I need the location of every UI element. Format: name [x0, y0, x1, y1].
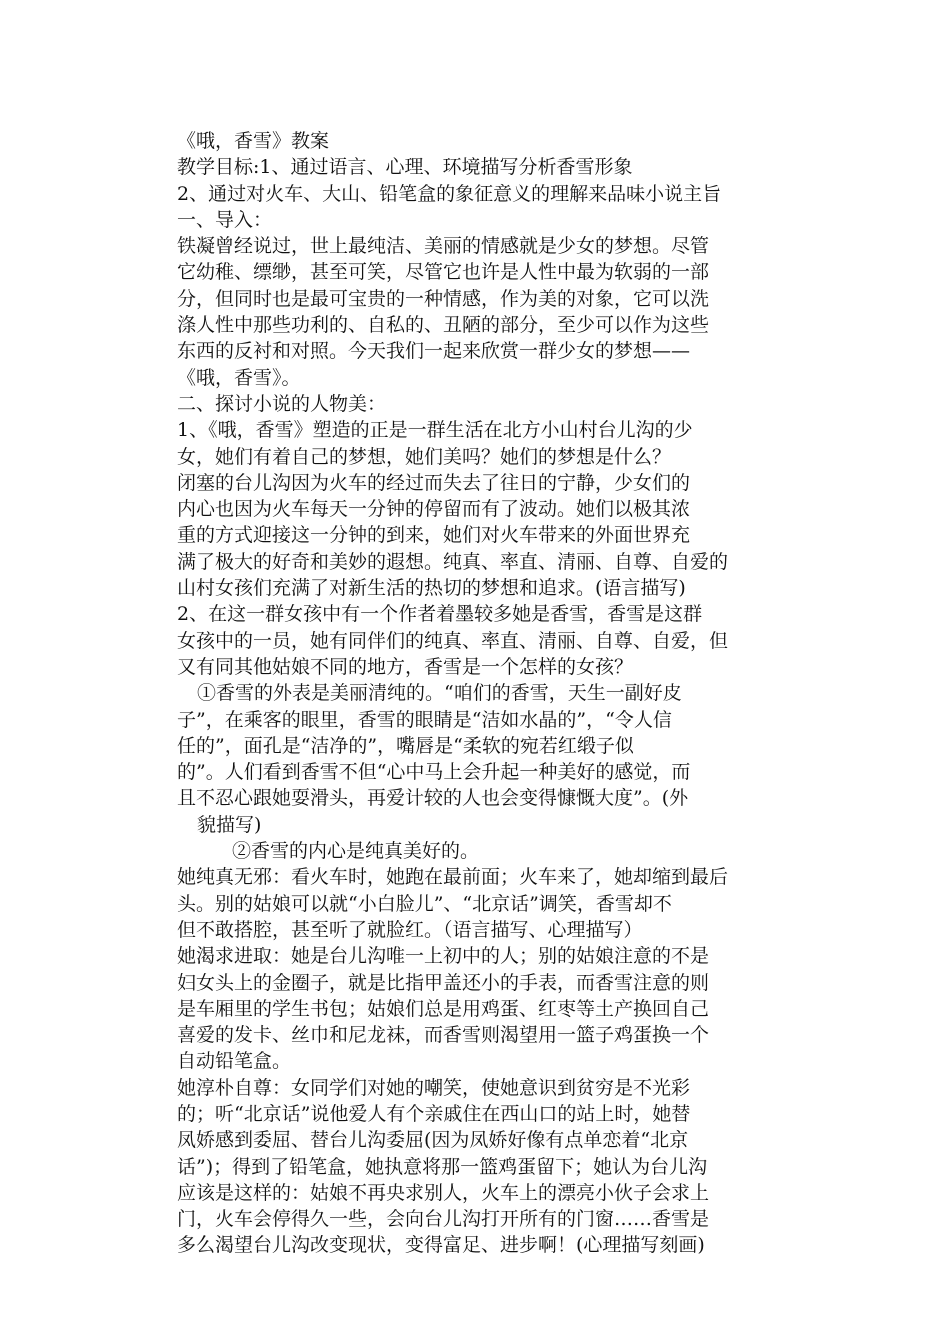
paragraph-line: 门，火车会停得久一些，会向台儿沟打开所有的门窗……香雪是	[177, 1208, 710, 1231]
paragraph-line: 多么渴望台儿沟改变现状，变得富足、进步啊！(心理描写刻画)	[177, 1234, 705, 1257]
paragraph-line: 重的方式迎接这一分钟的到来，她们对火车带来的外面世界充	[177, 524, 691, 547]
paragraph-line: 女，她们有着自己的梦想，她们美吗？她们的梦想是什么？	[177, 445, 672, 468]
paragraph-line: 任的”，面孔是“洁净的”，嘴唇是“柔软的宛若红缎子似	[177, 734, 634, 757]
paragraph-line: 她纯真无邪：看火车时，她跑在最前面；火车来了，她却缩到最后	[177, 866, 729, 889]
paragraph-line: 她淳朴自尊：女同学们对她的嘲笑，使她意识到贫穷是不光彩	[177, 1076, 691, 1099]
paragraph-line: 《哦，香雪》。	[177, 366, 301, 389]
paragraph-line: 内心也因为火车每天一分钟的停留而有了波动。她们以极其浓	[177, 498, 691, 521]
paragraph-line: 应该是这样的：姑娘不再央求别人，火车上的漂亮小伙子会求上	[177, 1181, 710, 1204]
section-heading-characters: 二、探讨小说的人物美：	[177, 392, 387, 415]
paragraph-line: 又有同其他姑娘不同的地方，香雪是一个怎样的女孩？	[177, 655, 634, 678]
paragraph-line: 铁凝曾经说过，世上最纯洁、美丽的情感就是少女的梦想。尽管	[177, 235, 710, 258]
teaching-goal-2: 2、通过对火车、大山、铅笔盒的象征意义的理解来品味小说主旨	[177, 182, 722, 205]
paragraph-line: 话”)；得到了铅笔盒，她执意将那一篮鸡蛋留下；她认为台儿沟	[177, 1155, 708, 1178]
point-inner-heart: ②香雪的内心是纯真美好的。	[232, 840, 480, 863]
paragraph-line: 闭塞的台儿沟因为火车的经过而失去了往日的宁静，少女们的	[177, 471, 691, 494]
paragraph-line: 分，但同时也是最可宝贵的一种情感，作为美的对象，它可以洗	[177, 287, 710, 310]
paragraph-line: 它幼稚、缥缈，甚至可笑，尽管它也许是人性中最为软弱的一部	[177, 261, 710, 284]
paragraph-line: 满了极大的好奇和美妙的遐想。纯真、率直、清丽、自尊、自爱的	[177, 550, 729, 573]
paragraph-line: 凤娇感到委屈、替台儿沟委屈(因为凤娇好像有点单恋着“北京	[177, 1129, 689, 1152]
paragraph-line: 且不忍心跟她耍滑头，再爱计较的人也会变得慷慨大度”。(外	[177, 787, 689, 810]
paragraph-line: 喜爱的发卡、丝巾和尼龙袜，而香雪则渴望用一篮子鸡蛋换一个	[177, 1024, 710, 1047]
paragraph-line: 1、《哦，香雪》塑造的正是一群生活在北方小山村台儿沟的少	[177, 419, 693, 442]
paragraph-line: 的”。人们看到香雪不但“心中马上会升起一种美好的感觉，而	[177, 761, 691, 784]
teaching-goal-1: 教学目标:1、通过语言、心理、环境描写分析香雪形象	[177, 156, 633, 179]
paragraph-line: 山村女孩们充满了对新生活的热切的梦想和追求。(语言描写)	[177, 577, 686, 600]
point-appearance: ①香雪的外表是美丽清纯的。“咱们的香雪，天生一副好皮	[197, 682, 682, 705]
document-body	[177, 128, 787, 1259]
paragraph-line: 是车厢里的学生书包；姑娘们总是用鸡蛋、红枣等土产换回自己	[177, 997, 710, 1020]
paragraph-line: 自动铅笔盒。	[177, 1050, 292, 1073]
paragraph-line: 东西的反衬和对照。今天我们一起来欣赏一群少女的梦想——	[177, 340, 691, 363]
paragraph-line: 但不敢搭腔，甚至听了就脸红。（语言描写、心理描写）	[177, 918, 643, 941]
paragraph-line: 貌描写)	[197, 813, 262, 836]
paragraph-line: 女孩中的一员，她有同伴们的纯真、率直、清丽、自尊、自爱，但	[177, 629, 729, 652]
document-title: 《哦，香雪》教案	[177, 130, 330, 152]
paragraph-line: 妇女头上的金圈子，就是比指甲盖还小的手表，而香雪注意的则	[177, 971, 710, 994]
paragraph-line: 的；听“北京话”说他爱人有个亲戚住在西山口的站上时，她替	[177, 1102, 691, 1125]
paragraph-line: 子”，在乘客的眼里，香雪的眼睛是“洁如水晶的”，“令人信	[177, 708, 672, 731]
paragraph-line: 她渴求进取：她是台儿沟唯一上初中的人；别的姑娘注意的不是	[177, 945, 710, 968]
paragraph-line: 头。别的姑娘可以就“小白脸儿”、“北京话”调笑，香雪却不	[177, 892, 672, 915]
paragraph-line: 2、在这一群女孩中有一个作者着墨较多她是香雪，香雪是这群	[177, 603, 703, 626]
section-heading-intro: 一、导入：	[177, 208, 273, 231]
paragraph-line: 涤人性中那些功利的、自私的、丑陋的部分，至少可以作为这些	[177, 314, 710, 337]
